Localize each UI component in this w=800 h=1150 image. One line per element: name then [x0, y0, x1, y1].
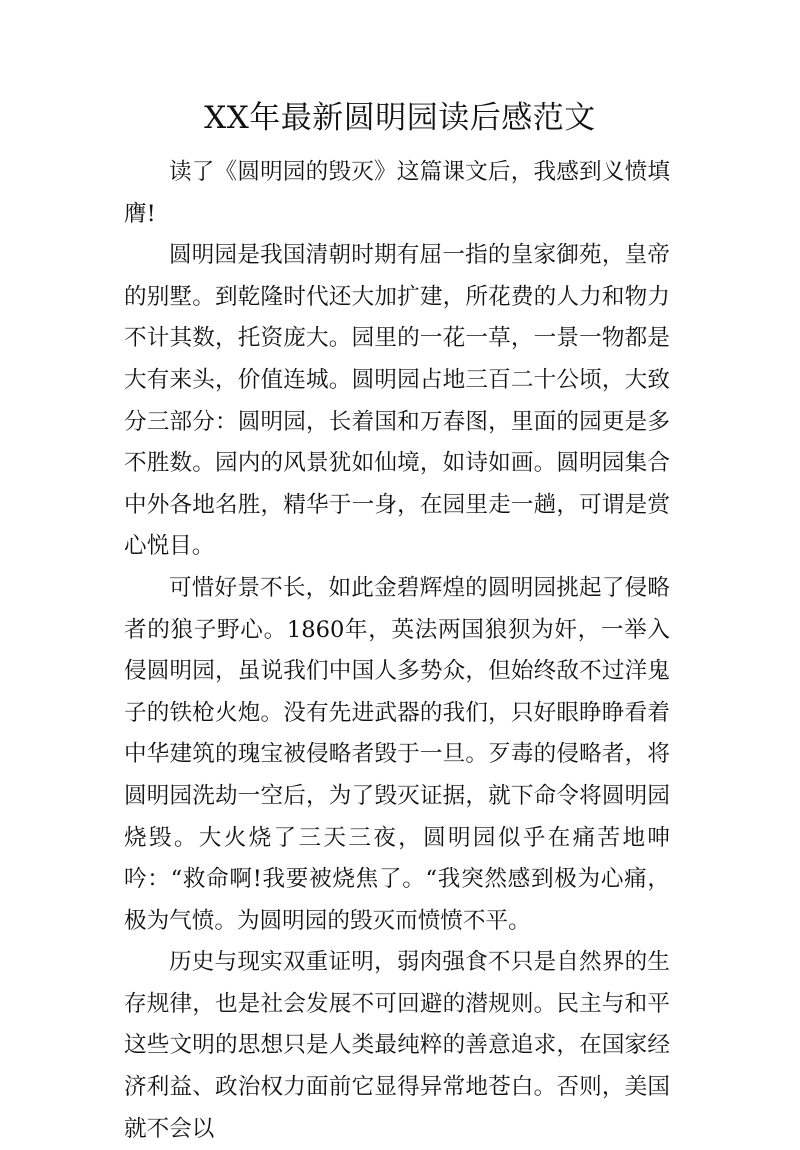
paragraph-4: 历史与现实双重证明，弱肉强食不只是自然界的生存规律，也是社会发展不可回避的潜规则。民主与和平这些文明的思想只是人类最纯粹的善意追求，在国家经济利益、政治权力面前它显得异常地苍白。否则，美国就不会以 — [124, 949, 670, 1142]
document-body — [124, 152, 670, 1150]
paragraph-3: 可惜好景不长，如此金碧辉煌的圆明园挑起了侵略者的狼子野心。1860年，英法两国狼狈为奸，一举入侵圆明园，虽说我们中国人多势众，但始终敌不过洋鬼子的铁枪火炮。没有先进武器的我们，只好眼睁睁看着中华建筑的瑰宝被侵略者毁于一旦。歹毒的侵略者，将圆明园洗劫一空后，为了毁灭证据，就下命令将圆明园烧毁。大火烧了三天三夜，圆明园似乎在痛苦地呻吟：“救命啊!我要被烧焦了。“我突然感到极为心痛，极为气愤。为圆明园的毁灭而愤愤不平。 — [124, 574, 670, 934]
document-title: XX年最新圆明园读后感范文 — [204, 100, 596, 136]
paragraph-2: 圆明园是我国清朝时期有屈一指的皇家御苑，皇帝的别墅。到乾隆时代还大加扩建，所花费的人力和物力不计其数，托资庞大。园里的一花一草，一景一物都是大有来头，价值连城。圆明园占地三百二十公顷，大致分三部分：圆明园，长着国和万春图，里面的园更是多不胜数。园内的风景犹如仙境，如诗如画。圆明园集合中外各地名胜，精华于一身，在园里走一趟，可谓是赏心悦目。 — [124, 242, 670, 560]
paragraph-1: 读了《圆明园的毁灭》这篇课文后，我感到义愤填膺! — [124, 159, 670, 227]
